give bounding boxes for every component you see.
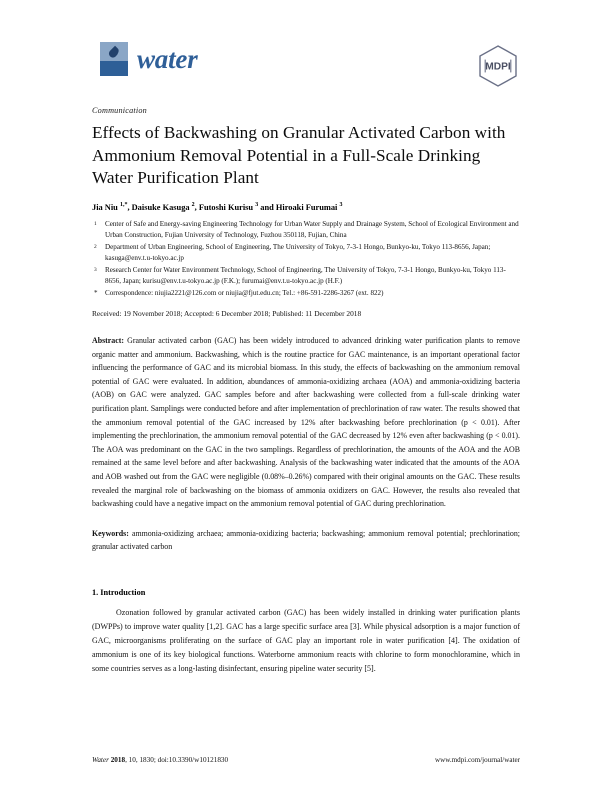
affiliation-item [92, 265, 520, 287]
affiliation-marker: 1 [94, 220, 97, 227]
author-names: Jia Niu $^{1,*}$, Daisuke Kasuga $^2$, Futoshi Kurisu $^3$ and Hiroaki Furumai $^3$ [92, 202, 343, 213]
water-droplet-icon [100, 42, 128, 76]
correspondence-marker: * [94, 289, 98, 298]
affiliation-item [92, 242, 520, 264]
section-heading-introduction: 1. Introduction [92, 587, 146, 597]
page-footer [92, 756, 520, 764]
affiliation-text: Research Center for Water Environment Technology, School of Engineering, The University of Tokyo, 7-3-1 Hongo, Bunkyo-ku, Tokyo 113-8656, Japan; kurisu@env.t.u-tokyo.ac.jp (F.K.); furumai@env.t.u-tokyo.ac.jp (H.F.) [105, 266, 506, 286]
affiliation-marker: 2 [94, 243, 97, 250]
affiliation-item [92, 219, 520, 241]
footer-volume-doi: , 10, 1830; doi:10.3390/w10121830 [125, 756, 229, 764]
section-paragraph-introduction: Ozonation followed by granular activated carbon (GAC) has been widely installed in drinking water purification plants (DWPPs) to improve water quality [1,2]. GAC has a large specific surface area [3]. While physical adsorption is a major function of GAC, microorganisms proliferating on the surface of GAC play an important role in water purification [4]. The oxidation of ammonium is one of its key biological functions. Waterborne ammonium reacts with chlorine to form monochloramine, which in some countries serves as a long-lasting disinfectant, ensuring pipeline water security [5]. [92, 607, 520, 673]
affiliation-text: Department of Urban Engineering, School of Engineering, The University of Tokyo, 7-3-1 Hongo, Bunkyo-ku, Tokyo 113-8656, Japan; kasuga@env.t.u-tokyo.ac.jp [105, 243, 491, 262]
affiliation-list [92, 219, 520, 299]
footer-journal-name: Water [92, 756, 109, 764]
footer-citation [92, 756, 228, 764]
abstract-block [92, 334, 520, 511]
journal-logo[interactable] [100, 42, 198, 76]
page-title: Effects of Backwashing on Granular Activated Carbon with Ammonium Removal Potential in a Full-Scale Drinking Water Purification Plant [92, 123, 506, 188]
keywords-text: ammonia-oxidizing archaea; ammonia-oxidizing bacteria; backwashing; ammonium removal potential; prechlorination; granular activated carbon [92, 528, 520, 552]
mdpi-wordmark: MDPI [485, 61, 511, 73]
affiliation-text: Center of Safe and Energy-saving Engineering Technology for Urban Water Supply and Drainage System, School of Ecological Environment and Urban Construction, Fujian University of Technology, Fuzhou 350118, Fujian, China [105, 220, 519, 239]
correspondence-item [92, 288, 520, 299]
footer-year: 2018 [110, 756, 126, 764]
keywords-block [92, 527, 520, 554]
affiliation-marker: 3 [94, 266, 97, 273]
masthead [92, 42, 520, 94]
article-type-label: Communication [92, 106, 147, 115]
correspondence-text[interactable]: Correspondence: niujia2221@126.com or niujia@fjut.edu.cn; Tel.: +86-591-2286-3267 (ext. 822) [105, 289, 384, 298]
logo-sea-band [100, 61, 128, 76]
journal-name: water [137, 43, 198, 74]
abstract-label: Abstract: [92, 336, 124, 346]
author-list [92, 203, 520, 212]
publication-dates: Received: 19 November 2018; Accepted: 6 December 2018; Published: 11 December 2018 [92, 309, 362, 319]
abstract-text: Granular activated carbon (GAC) has been widely introduced to advanced drinking water purification plants to remove organic matter and ammonium. Backwashing, which is the routine practice for GAC maintenance, is an important operational factor influencing the performance of GAC and its microbial biomass. In this study, the effects of backwashing on the ammonium removal potential of GAC were evaluated. In addition, abundances of ammonia-oxidizing archaea (AOA) and ammonia-oxidizing bacteria (AOB) on GAC were analyzed. GAC samples before and after backwashing were collected from a full-scale drinking water purification plant. Samplings were conducted before and after implementation of prechlorination of raw water. The results showed that the ammonium removal potential of the GAC increased by 12% after backwashing before prechlorination (p < 0.01). After implementing the prechlorination, the ammonium removal potential of the GAC decreased by 12% even after backwashing (p < 0.01). The AOA was predominant on the GAC in the two samplings. Regardless of prechlorination, the amounts of the AOA and the AOB remained at the same level before and after backwashing. Analysis of the backwashing water indicated that the amounts of the AOA and AOB washed out from the GAC were negligible (0.08%–0.26%) compared with their original amounts on the GAC. These results revealed the marginal role of backwashing on the biomass of ammonia oxidizers on GAC. However, the results also revealed that backwashing could have a negative impact on the ammonium removal potential of GAC during prechlorination. [92, 336, 520, 509]
mdpi-logo[interactable] [476, 44, 520, 88]
footer-url[interactable]: www.mdpi.com/journal/water [434, 756, 520, 764]
keywords-label: Keywords: [92, 528, 129, 538]
